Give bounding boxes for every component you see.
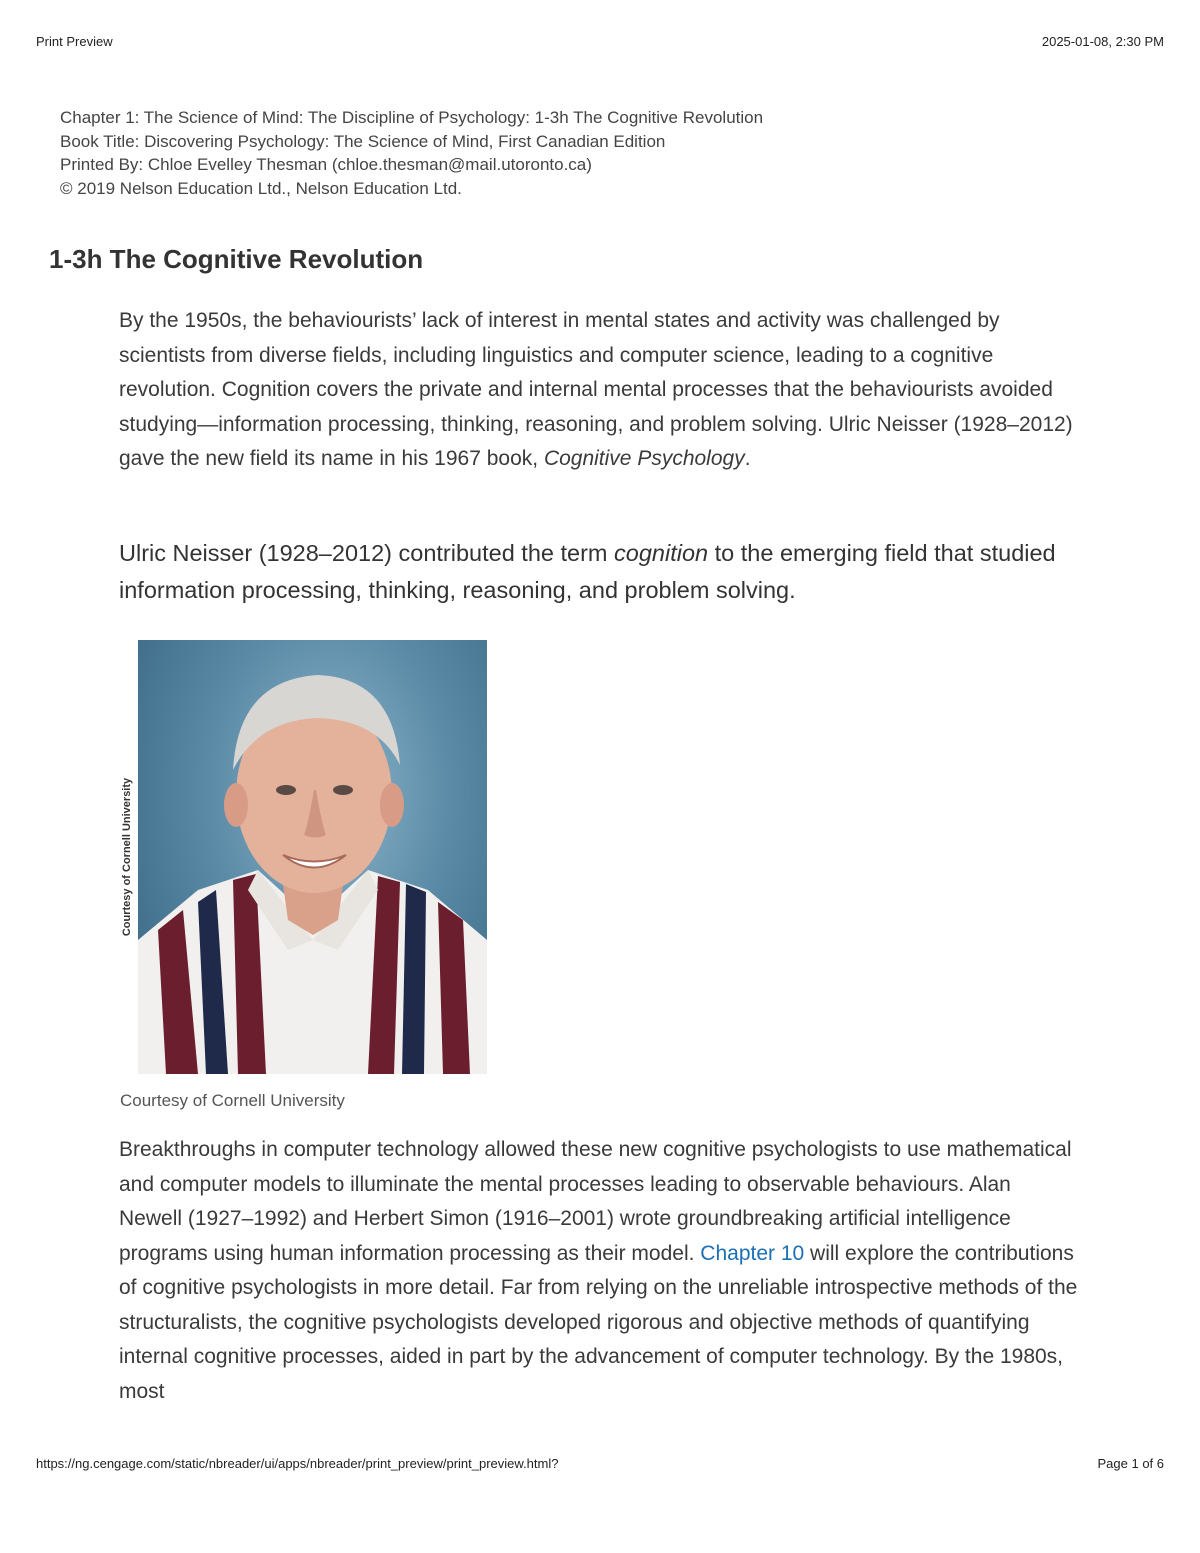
neisser-photo [138, 640, 487, 1074]
copyright-line: © 2019 Nelson Education Ltd., Nelson Education Ltd. [60, 178, 462, 198]
book-title-italic: Cognitive Psychology [543, 447, 745, 470]
vertical-credit-text: Courtesy of Cornell University [121, 777, 133, 937]
print-footer [36, 1456, 1164, 1471]
citation-block [60, 106, 763, 200]
print-header [36, 34, 1164, 49]
section-title: 1-3h The Cognitive Revolution [49, 244, 424, 274]
paragraph-computer-technology [119, 1133, 1079, 1409]
figure-caption: Courtesy of Cornell University [120, 1091, 345, 1110]
paragraph-end: . [744, 447, 751, 470]
portrait-illustration [138, 640, 487, 1074]
printed-by-line: Printed By: Chloe Evelley Thesman (chloe.thesman@mail.utoronto.ca) [60, 155, 592, 174]
chapter-line: Chapter 1: The Science of Mind: The Discipline of Psychology: 1-3h The Cognitive Revolution [60, 108, 764, 127]
paragraph-text: By the 1950s, the behaviourists’ lack of interest in mental states and activity was challenged by scientists from diverse fields, including linguistics and computer science, leading to a cognitive revolution. Cognition covers the private and internal mental processes that the behaviourists avoided studying—information processing, thinking, reasoning, and problem solving. Ulric Neisser (1928–2012) gave the new field its name in his 1967 book, [119, 309, 1073, 470]
print-preview-label: Print Preview [36, 34, 113, 49]
key-point-callout [119, 535, 1079, 609]
paragraph-text-after-link: will explore the contributions of cognitive psychologists in more detail. Far from relying on the unreliable introspective methods of the structuralists, the cognitive psychologists developed rigorous and objective methods of quantifying internal cognitive processes, aided in part by the advancement of computer technology. By the 1980s, most [119, 1241, 1078, 1403]
callout-after: to the emerging field that studied information processing, thinking, reasoning, and problem solving. [119, 540, 1056, 603]
neisser-figure [118, 640, 490, 1076]
vertical-photo-credit [118, 640, 136, 1074]
paragraph-text-before-link: Breakthroughs in computer technology allowed these new cognitive psychologists to use mathematical and computer models to illuminate the mental processes leading to observable behaviours. Alan Newell (1927–1992) and Herbert Simon (1916–2001) wrote groundbreaking artificial intelligence programs using human information processing as their model. [119, 1138, 1072, 1265]
paragraph-cognitive-revolution [119, 304, 1079, 477]
print-timestamp: 2025-01-08, 2:30 PM [1041, 34, 1164, 49]
callout-term: cognition [614, 540, 709, 566]
callout-before: Ulric Neisser (1928–2012) contributed the term [119, 540, 615, 566]
book-title-line: Book Title: Discovering Psychology: The Science of Mind, First Canadian Edition [60, 131, 666, 151]
page-url-link[interactable]: https://ng.cengage.com/static/nbreader/ui/apps/nbreader/print_preview/print_preview.html? [36, 1456, 559, 1471]
page-number: Page 1 of 6 [1097, 1456, 1164, 1471]
chapter-10-link[interactable]: Chapter 10 [700, 1241, 805, 1265]
